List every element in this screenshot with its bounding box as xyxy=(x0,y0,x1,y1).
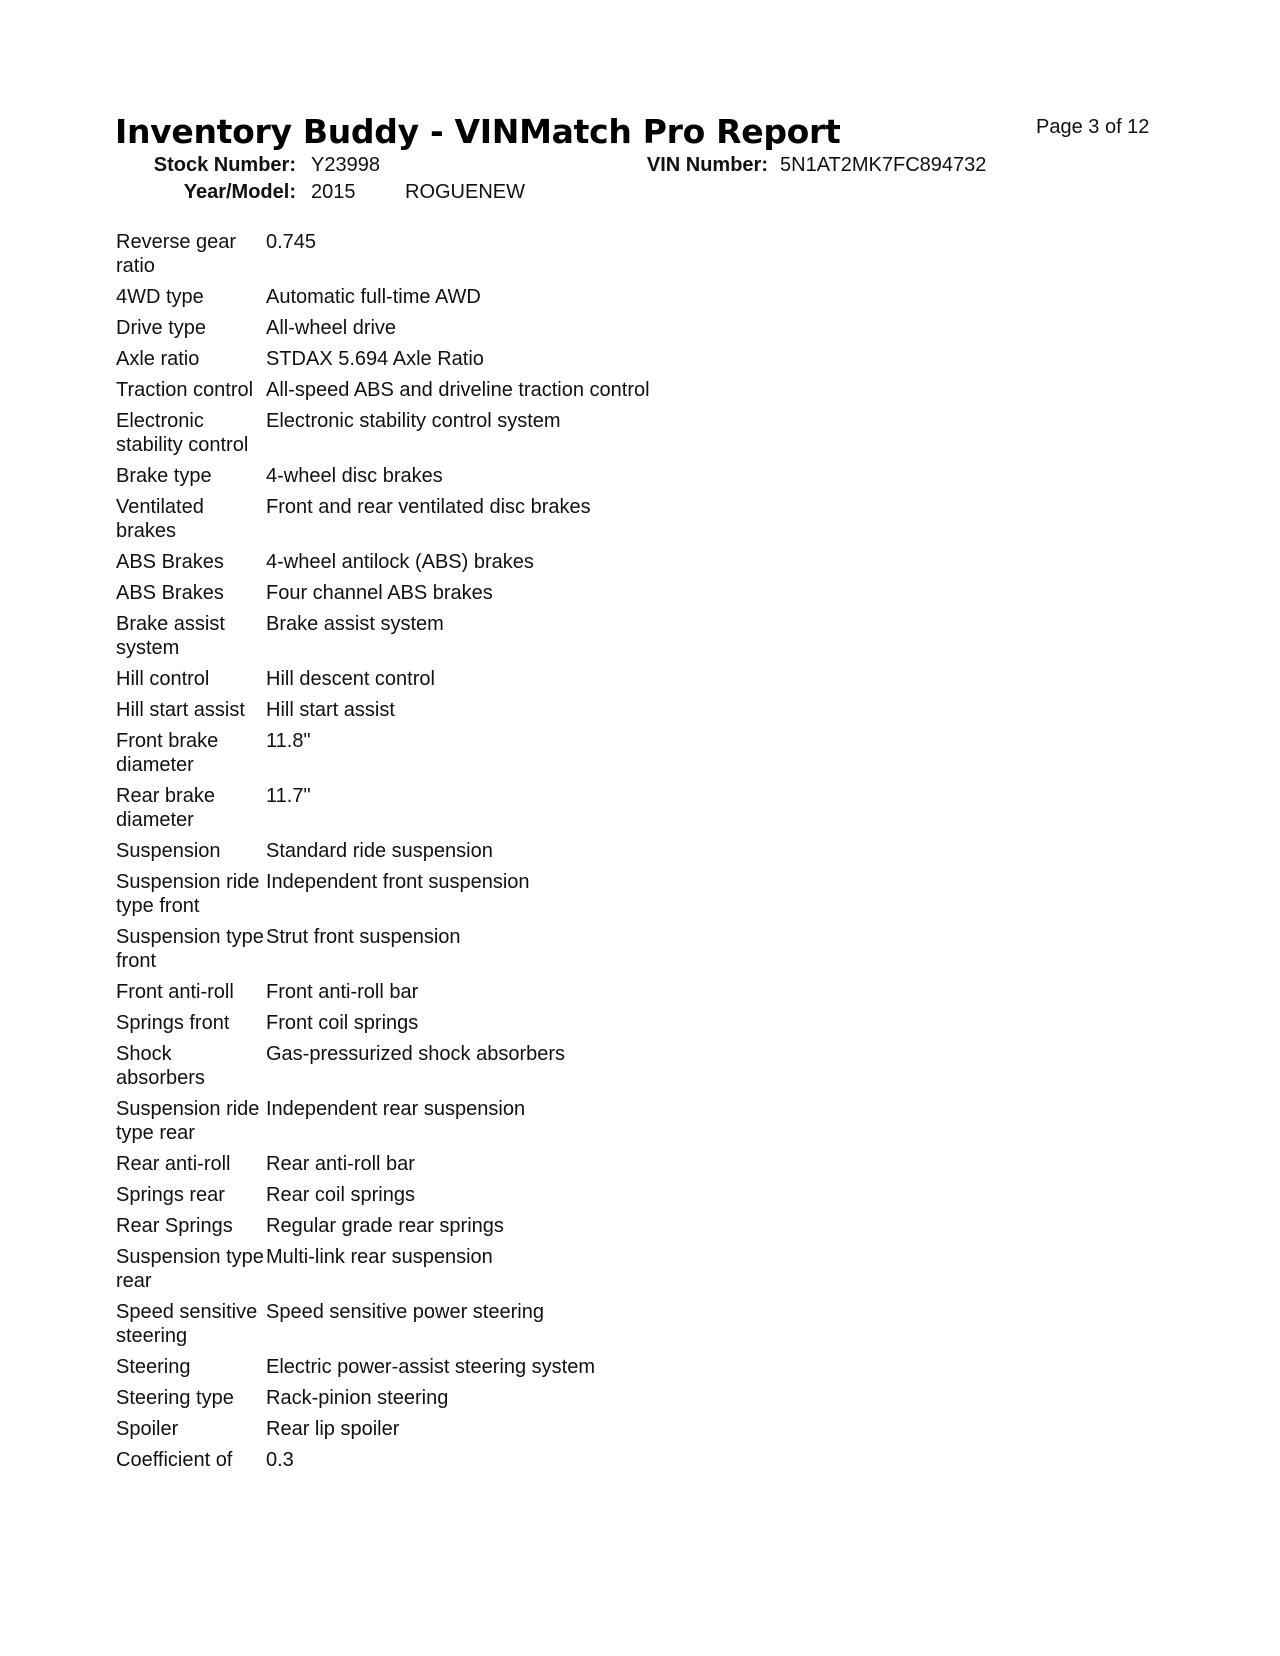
spec-label: Hill start assist xyxy=(116,699,245,721)
spec-label: 4WD type xyxy=(116,286,204,308)
year-model-label: Year/Model: xyxy=(183,181,296,203)
spec-value: Brake assist system xyxy=(266,613,444,635)
spec-value: 4-wheel antilock (ABS) brakes xyxy=(266,551,534,573)
spec-value: Electric power-assist steering system xyxy=(266,1356,595,1378)
year-value: 2015 xyxy=(311,181,356,203)
spec-label: Ventilated brakes xyxy=(116,496,204,542)
spec-value: Rack-pinion steering xyxy=(266,1387,449,1409)
spec-value: Regular grade rear springs xyxy=(266,1215,504,1237)
spec-value: Rear lip spoiler xyxy=(266,1418,400,1440)
spec-row xyxy=(116,409,716,457)
spec-row xyxy=(116,612,716,660)
spec-value: Rear anti-roll bar xyxy=(266,1153,415,1175)
spec-row xyxy=(116,870,716,918)
spec-row xyxy=(116,1097,716,1145)
spec-label: ABS Brakes xyxy=(116,582,224,604)
spec-row xyxy=(116,980,716,1004)
stock-number-label: Stock Number: xyxy=(153,154,296,176)
spec-row xyxy=(116,347,716,371)
spec-value: Strut front suspension xyxy=(266,926,461,948)
spec-value: Front and rear ventilated disc brakes xyxy=(266,496,591,518)
page-number: Page 3 of 12 xyxy=(1036,116,1150,138)
report-title: Inventory Buddy - VINMatch Pro Report xyxy=(115,112,841,151)
spec-row xyxy=(116,1448,716,1472)
spec-label: Hill control xyxy=(116,668,210,690)
spec-row xyxy=(116,667,716,691)
spec-value: 11.7" xyxy=(266,785,311,807)
spec-value: Front anti-roll bar xyxy=(266,981,419,1003)
spec-row xyxy=(116,1042,716,1090)
spec-row xyxy=(116,925,716,973)
spec-label: Suspension type front xyxy=(116,926,264,972)
spec-row xyxy=(116,550,716,574)
spec-label: Suspension ride type front xyxy=(116,871,260,917)
spec-value: 4-wheel disc brakes xyxy=(266,465,443,487)
spec-list xyxy=(116,230,716,1479)
spec-label: Brake assist system xyxy=(116,613,225,659)
spec-row xyxy=(116,784,716,832)
spec-value: Automatic full-time AWD xyxy=(266,286,481,308)
spec-row xyxy=(116,839,716,863)
spec-row xyxy=(116,729,716,777)
spec-row xyxy=(116,316,716,340)
spec-value: Hill start assist xyxy=(266,699,395,721)
spec-label: Steering xyxy=(116,1356,191,1378)
spec-value: Rear coil springs xyxy=(266,1184,415,1206)
spec-label: Springs front xyxy=(116,1012,230,1034)
spec-row xyxy=(116,1152,716,1176)
spec-label: Brake type xyxy=(116,465,212,487)
spec-row xyxy=(116,581,716,605)
spec-value: 0.3 xyxy=(266,1449,294,1471)
spec-value: All-speed ABS and driveline traction control xyxy=(266,379,650,401)
spec-value: Independent rear suspension xyxy=(266,1098,526,1120)
spec-row xyxy=(116,1214,716,1238)
spec-row xyxy=(116,285,716,309)
spec-row xyxy=(116,1011,716,1035)
spec-label: Front anti-roll xyxy=(116,981,234,1003)
spec-row xyxy=(116,698,716,722)
spec-value: 0.745 xyxy=(266,231,317,253)
spec-row xyxy=(116,230,716,278)
spec-row xyxy=(116,1245,716,1293)
spec-value: Four channel ABS brakes xyxy=(266,582,493,604)
spec-label: Electronic stability control xyxy=(116,410,249,456)
spec-row xyxy=(116,495,716,543)
spec-row xyxy=(116,1355,716,1379)
spec-value: STDAX 5.694 Axle Ratio xyxy=(266,348,484,370)
spec-value: 11.8" xyxy=(266,730,311,752)
spec-label: Suspension ride type rear xyxy=(116,1098,260,1144)
spec-value: Front coil springs xyxy=(266,1012,419,1034)
spec-label: Shock absorbers xyxy=(116,1043,205,1089)
spec-row xyxy=(116,464,716,488)
spec-label: Rear brake diameter xyxy=(116,785,215,831)
spec-value: Electronic stability control system xyxy=(266,410,561,432)
spec-label: Traction control xyxy=(116,379,254,401)
spec-value: Gas-pressurized shock absorbers xyxy=(266,1043,566,1065)
spec-label: Spoiler xyxy=(116,1418,179,1440)
spec-row xyxy=(116,1417,716,1441)
stock-number-value: Y23998 xyxy=(311,154,380,176)
vin-value: 5N1AT2MK7FC894732 xyxy=(780,154,987,176)
spec-label: Rear Springs xyxy=(116,1215,233,1237)
model-value: ROGUENEW xyxy=(405,181,525,203)
spec-label: Suspension xyxy=(116,840,221,862)
spec-row xyxy=(116,1183,716,1207)
spec-label: Suspension type rear xyxy=(116,1246,264,1292)
spec-label: Springs rear xyxy=(116,1184,225,1206)
spec-label: Drive type xyxy=(116,317,207,339)
spec-value: Multi-link rear suspension xyxy=(266,1246,493,1268)
spec-label: Reverse gear ratio xyxy=(116,231,237,277)
spec-label: Steering type xyxy=(116,1387,234,1409)
spec-label: Rear anti-roll xyxy=(116,1153,231,1175)
spec-value: Hill descent control xyxy=(266,668,435,690)
spec-value: All-wheel drive xyxy=(266,317,397,339)
spec-value: Speed sensitive power steering xyxy=(266,1301,544,1323)
spec-value: Independent front suspension xyxy=(266,871,530,893)
spec-row xyxy=(116,1300,716,1348)
spec-row xyxy=(116,1386,716,1410)
spec-label: Axle ratio xyxy=(116,348,200,370)
spec-label: Coefficient of xyxy=(116,1449,233,1471)
spec-value: Standard ride suspension xyxy=(266,840,493,862)
spec-label: Speed sensitive steering xyxy=(116,1301,258,1347)
vin-label: VIN Number: xyxy=(646,154,768,176)
spec-label: ABS Brakes xyxy=(116,551,224,573)
spec-row xyxy=(116,378,716,402)
spec-label: Front brake diameter xyxy=(116,730,219,776)
